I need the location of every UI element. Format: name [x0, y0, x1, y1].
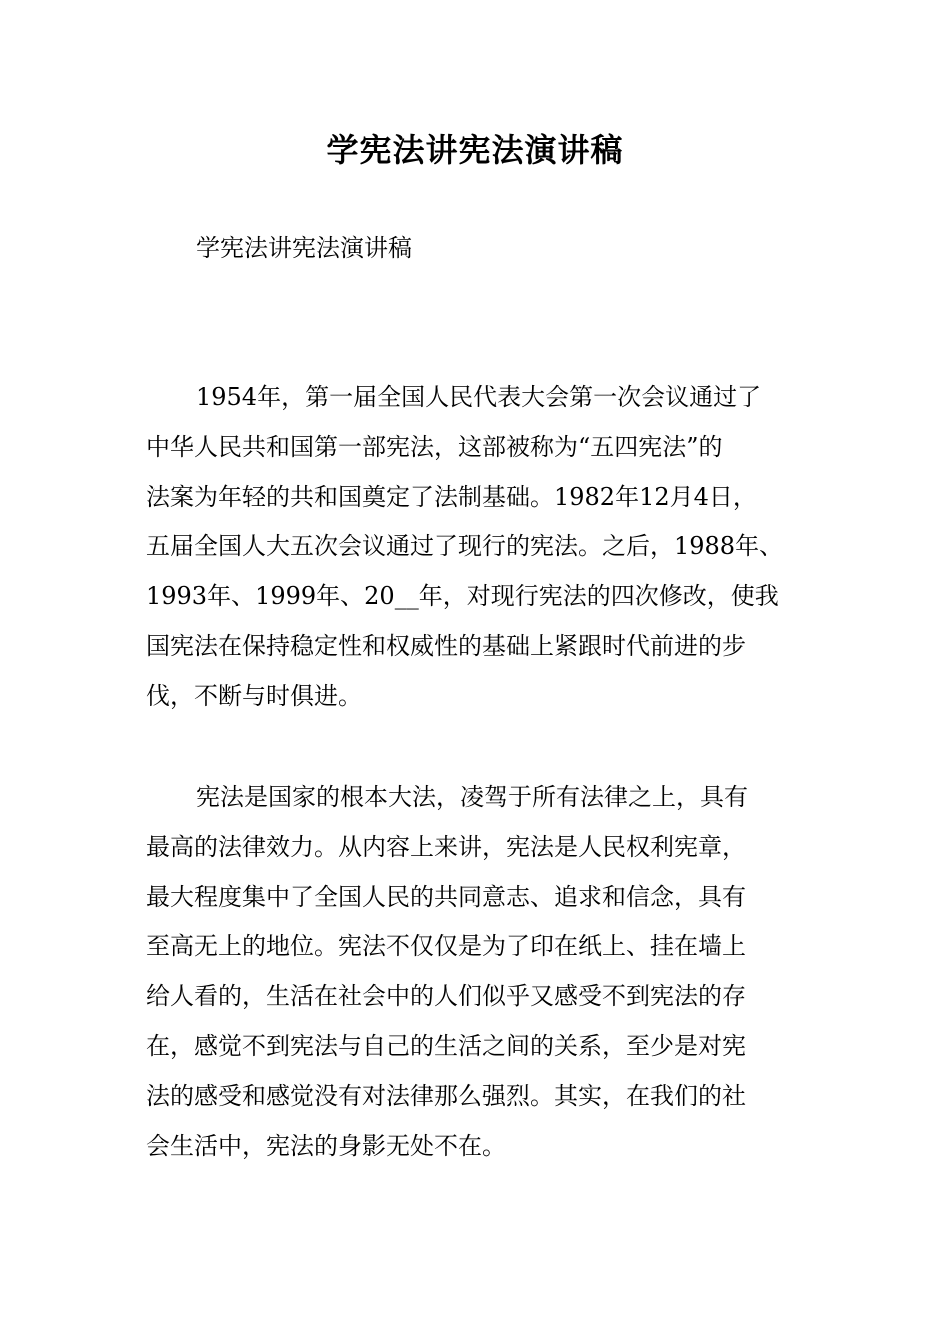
paragraph-line: 会生活中，宪法的身影无处不在。: [146, 1131, 506, 1160]
paragraph-line: 至高无上的地位。宪法不仅仅是为了印在纸上、挂在墙上: [146, 932, 746, 961]
paragraph-line: 1954年，第一届全国人民代表大会第一次会议通过了: [196, 383, 762, 411]
paragraph-line: 国宪法在保持稳定性和权威性的基础上紧跟时代前进的步: [146, 631, 746, 660]
paragraph-line: 最大程度集中了全国人民的共同意志、追求和信念，具有: [146, 882, 746, 911]
paragraph-line: 法的感受和感觉没有对法律那么强烈。其实，在我们的社: [146, 1081, 746, 1110]
paragraph-line: 给人看的，生活在社会中的人们似乎又感受不到宪法的存: [146, 982, 746, 1011]
paragraph-1: [146, 373, 816, 722]
page-title: 学宪法讲宪法演讲稿: [326, 131, 624, 169]
paragraph-line: 最高的法律效力。从内容上来讲，宪法是人民权利宪章，: [146, 832, 746, 861]
paragraph-line: 1993年、1999年、20__年，对现行宪法的四次修改，使我: [146, 582, 779, 611]
paragraph-2: [146, 773, 816, 1171]
paragraph-line: 中华人民共和国第一部宪法，这部被称为“五四宪法”的: [146, 432, 723, 461]
paragraph-line: 在，感觉不到宪法与自己的生活之间的关系，至少是对宪: [146, 1031, 746, 1060]
paragraph-line: 五届全国人大五次会议通过了现行的宪法。之后，1988年、: [146, 532, 784, 561]
paragraph-line: 宪法是国家的根本大法，凌驾于所有法律之上，具有: [196, 783, 748, 811]
document-subtitle: 学宪法讲宪法演讲稿: [196, 234, 412, 262]
paragraph-line: 伐，不断与时俱进。: [146, 681, 362, 710]
paragraph-line: 法案为年轻的共和国奠定了法制基础。1982年12月4日，: [146, 482, 757, 511]
